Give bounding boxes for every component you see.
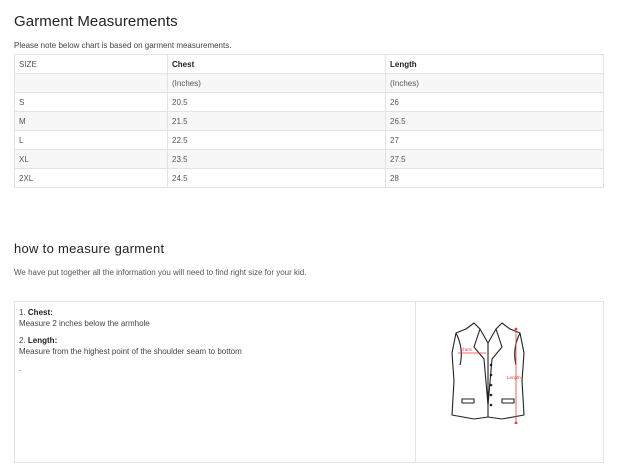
section-title-how-to-measure: how to measure garment: [14, 241, 165, 256]
vest-pocket-left: [462, 399, 474, 403]
button: [490, 384, 493, 387]
table-header-row: [15, 55, 604, 74]
button: [490, 394, 493, 397]
table-units-row: [15, 74, 604, 93]
units-chest: (Inches): [168, 74, 386, 93]
step-length: [19, 335, 411, 357]
step-text: Measure 2 inches below the armhole: [19, 319, 150, 328]
cell-length: 26.5: [386, 112, 604, 131]
cell-chest: 21.5: [168, 112, 386, 131]
trailing-text: .: [19, 364, 22, 373]
header-chest: Chest: [168, 55, 386, 74]
step-title: Chest:: [27, 308, 53, 317]
vest-pocket-right: [502, 399, 514, 403]
button: [490, 404, 493, 407]
header-size: SIZE: [15, 55, 168, 74]
step-chest: [19, 307, 411, 329]
vest-diagram: [444, 319, 534, 424]
button: [490, 364, 493, 367]
size-chart-table: [14, 54, 604, 188]
cell-chest: 20.5: [168, 93, 386, 112]
length-label: Length: [507, 375, 521, 380]
table-row: [15, 150, 604, 169]
step-text: Measure from the highest point of the shoulder seam to bottom: [19, 347, 242, 356]
step-number: 1.: [19, 308, 26, 317]
units-length: (Inches): [386, 74, 604, 93]
table-row: [15, 93, 604, 112]
cell-size: M: [15, 112, 168, 131]
chart-note: Please note below chart is based on garment measurements.: [14, 41, 232, 50]
cell-length: 28: [386, 169, 604, 188]
units-size: [15, 74, 168, 93]
table-row: [15, 131, 604, 150]
table-row: [15, 112, 604, 131]
cell-size: 2XL: [15, 169, 168, 188]
cell-chest: 24.5: [168, 169, 386, 188]
length-marker-top: [515, 328, 518, 331]
cell-length: 26: [386, 93, 604, 112]
measure-steps: [15, 302, 416, 462]
cell-size: XL: [15, 150, 168, 169]
button: [490, 374, 493, 377]
how-to-intro: We have put together all the information you will need to find right size for your kid.: [14, 268, 307, 277]
page-title: Garment Measurements: [14, 13, 178, 30]
cell-size: L: [15, 131, 168, 150]
cell-chest: 23.5: [168, 150, 386, 169]
cell-size: S: [15, 93, 168, 112]
step-title: Length:: [27, 336, 58, 345]
table-row: [15, 169, 604, 188]
chest-label: Chest: [460, 347, 472, 352]
header-length: Length: [386, 55, 604, 74]
measure-guide-box: [14, 301, 604, 463]
vest-armhole-right: [515, 333, 520, 365]
cell-chest: 22.5: [168, 131, 386, 150]
diagram-panel: [416, 302, 603, 462]
step-number: 2.: [19, 336, 26, 345]
cell-length: 27.5: [386, 150, 604, 169]
cell-length: 27: [386, 131, 604, 150]
length-marker-bottom: [515, 422, 518, 424]
